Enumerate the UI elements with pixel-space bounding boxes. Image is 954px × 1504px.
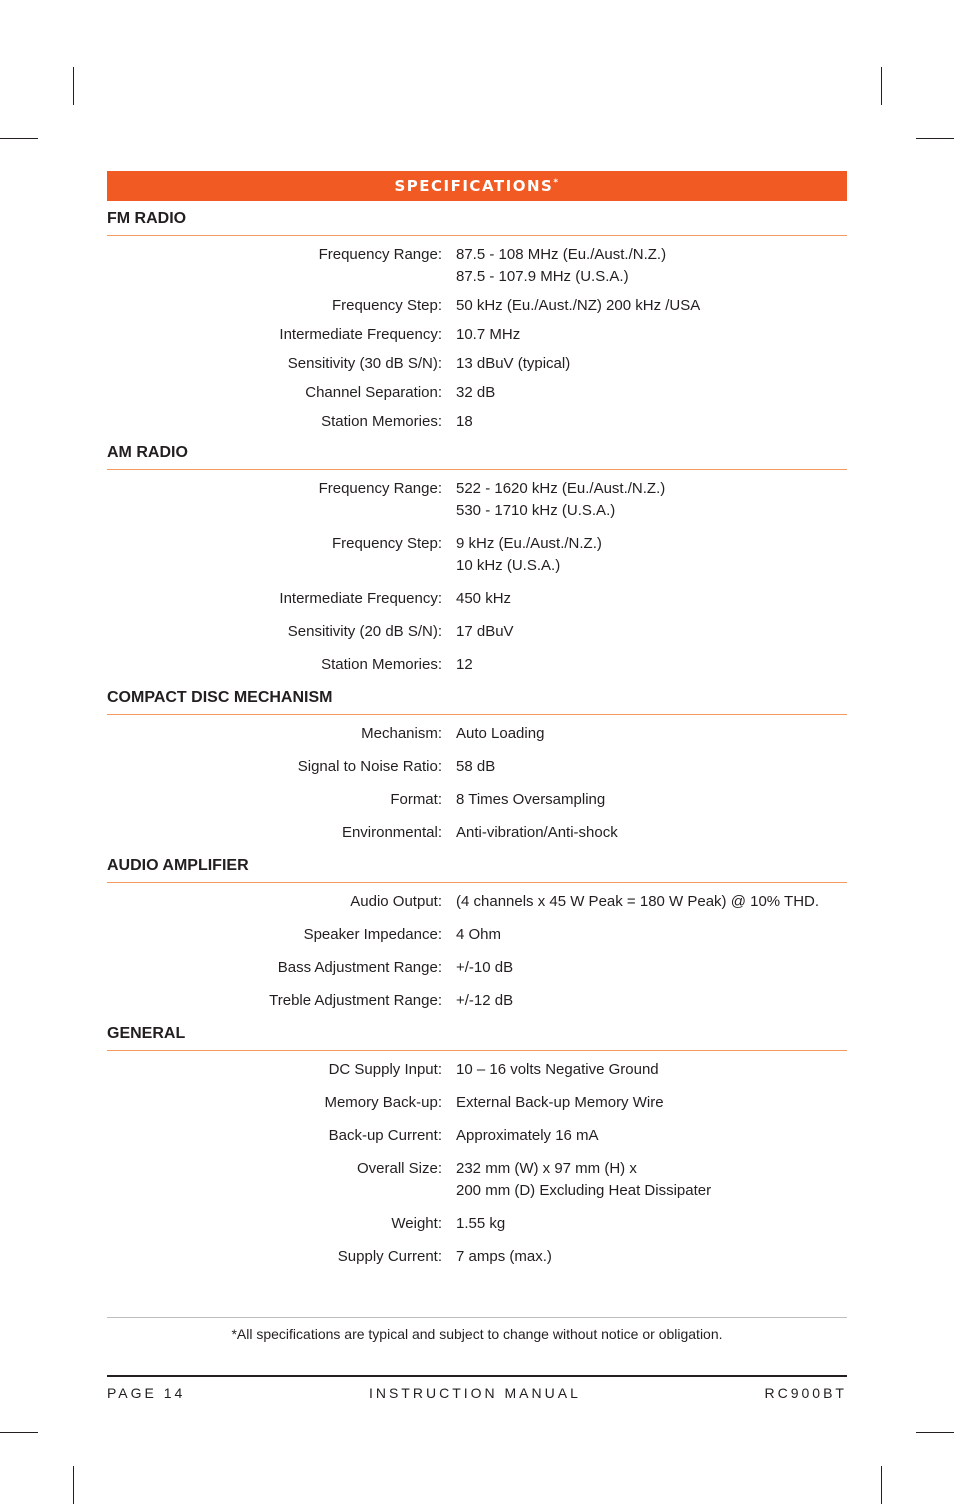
spec-value-line: Auto Loading: [456, 725, 545, 742]
spec-value: [456, 411, 847, 433]
spec-label: Format:: [390, 791, 442, 808]
spec-value: [456, 1125, 847, 1147]
spec-row: [107, 1213, 847, 1235]
footnote: *All specifications are typical and subject to change without notice or obligation.: [107, 1317, 847, 1344]
spec-label: Supply Current:: [337, 1248, 442, 1265]
page-title: SPECIFICATIONS: [394, 177, 554, 195]
spec-label: Sensitivity (20 dB S/N):: [287, 623, 442, 640]
spec-value-line: 50 kHz (Eu./Aust./NZ) 200 kHz /USA: [456, 297, 701, 314]
spec-value-line: 87.5 - 107.9 MHz (U.S.A.): [456, 268, 629, 285]
spec-value-line: 232 mm (W) x 97 mm (H) x: [456, 1160, 637, 1177]
spec-table: [107, 208, 847, 1279]
spec-label: Treble Adjustment Range:: [269, 992, 442, 1009]
spec-row: [107, 324, 847, 346]
spec-value: [456, 924, 847, 946]
spec-value-line: Approximately 16 mA: [456, 1127, 599, 1144]
crop-mark: [916, 1432, 954, 1433]
spec-value-line: 32 dB: [456, 384, 496, 401]
spec-row: [107, 1125, 847, 1147]
spec-value: [456, 822, 847, 844]
spec-value-line: 1.55 kg: [456, 1215, 506, 1232]
spec-value: [456, 789, 847, 811]
spec-row: [107, 654, 847, 676]
spec-value: [456, 1158, 847, 1202]
crop-mark: [73, 1466, 74, 1504]
spec-value: [456, 891, 847, 913]
spec-value: [456, 723, 847, 745]
specifications-banner: [107, 171, 847, 201]
spec-value-line: 522 - 1620 kHz (Eu./Aust./N.Z.): [456, 480, 666, 497]
title-footnote-mark: *: [553, 178, 560, 188]
spec-row: [107, 1246, 847, 1268]
spec-label: Environmental:: [341, 824, 442, 841]
spec-value: [456, 295, 847, 317]
spec-row: [107, 1092, 847, 1114]
spec-label: DC Supply Input:: [328, 1061, 442, 1078]
crop-mark: [916, 138, 954, 139]
spec-row: [107, 382, 847, 404]
spec-value-line: 530 - 1710 kHz (U.S.A.): [456, 502, 616, 519]
spec-value-line: (4 channels x 45 W Peak = 180 W Peak) @ 10% THD.: [456, 893, 820, 910]
spec-value-line: 450 kHz: [456, 590, 512, 607]
spec-row: [107, 295, 847, 317]
spec-row: [107, 891, 847, 913]
spec-row: [107, 411, 847, 433]
spec-value: [456, 324, 847, 346]
crop-mark: [73, 67, 74, 105]
spec-label: Sensitivity (30 dB S/N):: [287, 355, 442, 372]
spec-value-line: 4 Ohm: [456, 926, 502, 943]
spec-row: [107, 244, 847, 288]
section-title: AUDIO AMPLIFIER: [107, 855, 847, 883]
spec-value-line: 87.5 - 108 MHz (Eu./Aust./N.Z.): [456, 246, 667, 263]
spec-row: [107, 1059, 847, 1081]
spec-row: [107, 621, 847, 643]
spec-label: Weight:: [391, 1215, 442, 1232]
spec-row: [107, 353, 847, 375]
spec-value-line: 17 dBuV: [456, 623, 514, 640]
spec-value-line: 9 kHz (Eu./Aust./N.Z.): [456, 535, 602, 552]
spec-row: [107, 1158, 847, 1202]
page-footer: [107, 1375, 847, 1403]
spec-value: [456, 244, 847, 288]
spec-row: [107, 789, 847, 811]
spec-label: Back-up Current:: [328, 1127, 442, 1144]
spec-value: [456, 1246, 847, 1268]
section-title: GENERAL: [107, 1023, 847, 1051]
spec-value: [456, 353, 847, 375]
spec-row: [107, 957, 847, 979]
spec-value: [456, 756, 847, 778]
spec-label: Speaker Impedance:: [303, 926, 442, 943]
spec-row: [107, 478, 847, 522]
spec-value: [456, 621, 847, 643]
spec-value: [456, 957, 847, 979]
spec-value: [456, 588, 847, 610]
spec-row: [107, 533, 847, 577]
crop-mark: [881, 67, 882, 105]
spec-row: [107, 588, 847, 610]
spec-label: Station Memories:: [321, 656, 442, 673]
spec-value-line: 8 Times Oversampling: [456, 791, 606, 808]
spec-label: Intermediate Frequency:: [279, 326, 442, 343]
spec-value-line: +/-10 dB: [456, 959, 514, 976]
spec-value-line: 10.7 MHz: [456, 326, 521, 343]
footer-model-number: RC900BT: [764, 1385, 847, 1401]
spec-row: [107, 924, 847, 946]
crop-mark: [881, 1466, 882, 1504]
spec-value: [456, 478, 847, 522]
spec-label: Bass Adjustment Range:: [277, 959, 442, 976]
spec-label: Signal to Noise Ratio:: [297, 758, 442, 775]
spec-label: Station Memories:: [321, 413, 442, 430]
spec-label: Mechanism:: [361, 725, 442, 742]
spec-label: Channel Separation:: [305, 384, 442, 401]
spec-value-line: +/-12 dB: [456, 992, 514, 1009]
crop-mark: [0, 1432, 38, 1433]
spec-row: [107, 756, 847, 778]
spec-label: Frequency Step:: [331, 297, 442, 314]
spec-value-line: 58 dB: [456, 758, 496, 775]
spec-value: [456, 533, 847, 577]
spec-section: [107, 442, 847, 676]
spec-section: [107, 855, 847, 1012]
spec-label: Frequency Range:: [318, 480, 442, 497]
spec-row: [107, 723, 847, 745]
spec-value: [456, 990, 847, 1012]
spec-section: [107, 208, 847, 433]
crop-mark: [0, 138, 38, 139]
spec-value-line: Anti-vibration/Anti-shock: [456, 824, 618, 841]
spec-value: [456, 654, 847, 676]
spec-section: [107, 687, 847, 844]
spec-value-line: 200 mm (D) Excluding Heat Dissipater: [456, 1182, 712, 1199]
spec-value: [456, 1213, 847, 1235]
spec-label: Intermediate Frequency:: [279, 590, 442, 607]
section-title: FM RADIO: [107, 208, 847, 236]
spec-label: Frequency Range:: [318, 246, 442, 263]
spec-value-line: External Back-up Memory Wire: [456, 1094, 664, 1111]
spec-value-line: 10 – 16 volts Negative Ground: [456, 1061, 659, 1078]
spec-value-line: 10 kHz (U.S.A.): [456, 557, 561, 574]
spec-row: [107, 990, 847, 1012]
spec-section: [107, 1023, 847, 1268]
footer-document-title: INSTRUCTION MANUAL: [368, 1385, 581, 1401]
spec-value: [456, 1059, 847, 1081]
footer-page-number: PAGE 14: [107, 1385, 186, 1401]
spec-value: [456, 1092, 847, 1114]
section-title: AM RADIO: [107, 442, 847, 470]
spec-value-line: 13 dBuV (typical): [456, 355, 571, 372]
spec-value-line: 18: [456, 413, 473, 430]
spec-label: Overall Size:: [356, 1160, 442, 1177]
spec-value-line: 12: [456, 656, 473, 673]
spec-label: Memory Back-up:: [324, 1094, 442, 1111]
spec-label: Frequency Step:: [331, 535, 442, 552]
spec-row: [107, 822, 847, 844]
spec-label: Audio Output:: [350, 893, 442, 910]
spec-value-line: 7 amps (max.): [456, 1248, 552, 1265]
section-title: COMPACT DISC MECHANISM: [107, 687, 847, 715]
spec-value: [456, 382, 847, 404]
